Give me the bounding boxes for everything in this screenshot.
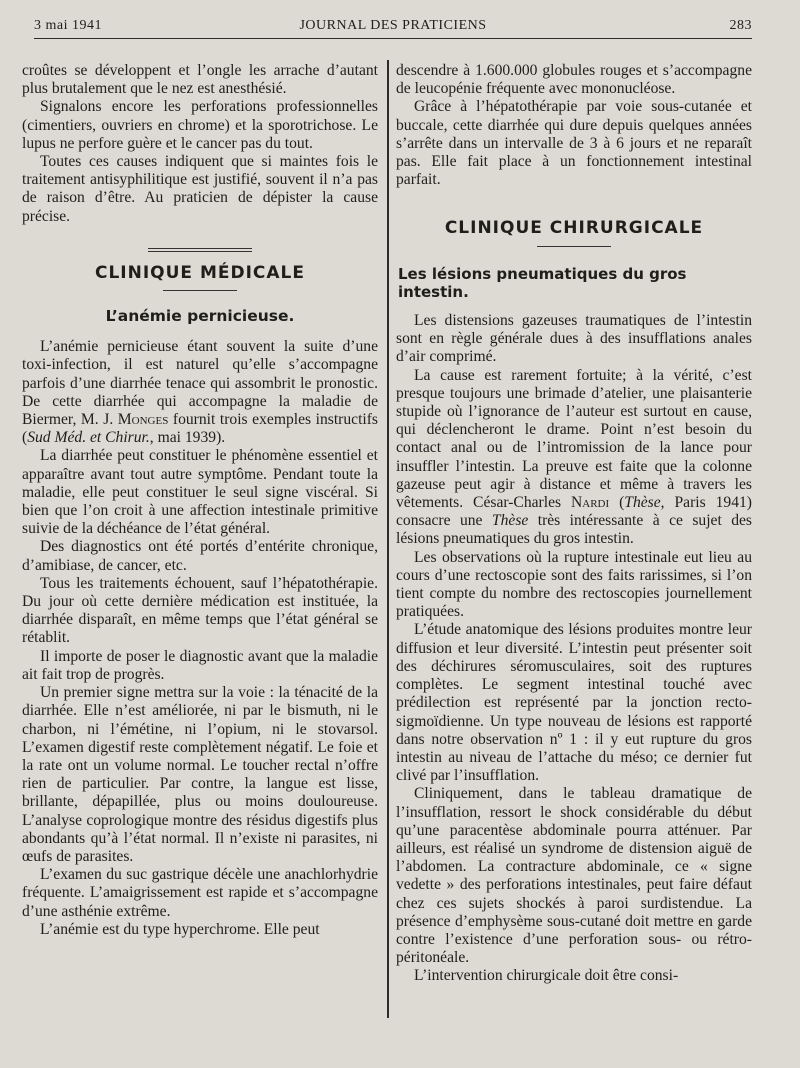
column-divider xyxy=(387,60,389,1018)
section-underline xyxy=(537,246,611,247)
paragraph: Signalons encore les perforations professionnelles (cimentiers, ouvriers en chrome) et la sporotrichose. Le lupus ne perfore guère et le cancer pas du tout. xyxy=(22,98,378,152)
article-title: L’anémie pernicieuse. xyxy=(105,307,295,326)
author-name: Monges xyxy=(117,411,169,429)
paragraph: L’anémie est du type hyperchrome. Elle peut xyxy=(40,920,320,938)
paragraph: Un premier signe mettra sur la voie : la ténacité de la diarrhée. Elle n’est améliorée, ni par le bismuth, ni le charbon, ni l’émétine, ni l’opium, ni le stovarsol. L’examen digestif reste complètement négatif. Le foie et la rate ont un volume normal. Le toucher rectal n’offre rien de particulier. Par contre, la langue est lisse, brillante, dépapillée, plus ou moins douloureuse. L’analyse coprologique montre des résidus digestifs plus abondants qu’à l’état normal. Il n’existe ni parasites, ni œufs de parasites. xyxy=(22,684,378,865)
paragraph: Tous les traitements échouent, sauf l’hépatothérapie. Du jour où cette dernière médication est instituée, la diarrhée disparaît, en même temps que l’état général se rétablit. xyxy=(22,574,378,647)
paragraph: croûtes se développent et l’ongle les arrache d’autant plus brutalement que le nez est anesthésié. xyxy=(22,62,378,98)
left-column xyxy=(22,62,378,939)
paragraph: Toutes ces causes indiquent que si maintes fois le traitement antisyphilitique est justifié, souvent il n’a pas de raison d’être. Au praticien de dépister la cause précise. xyxy=(22,153,378,225)
section-title: CLINIQUE MÉDICALE xyxy=(94,262,306,283)
paragraph: Grâce à l’hépatothérapie par voie sous-cutanée et buccale, cette diarrhée qui dure depuis quelques années s’arrête dans un intervalle de 3 à 6 jours et ne reparaît pas. Elle fait place à un fonctionnement intestinal parfait. xyxy=(396,98,752,189)
paragraph: Cliniquement, dans le tableau dramatique de l’insufflation, ressort le shock considérable du début qu’une paracentèse abdominale pourra atténuer. Par ailleurs, est réalisé un syndrome de distension aiguë de l’abdomen. La contracture abdominale, ce « signe vedette » des perforations intestinales, peut faire défaut chez ces sujets shockés à paroi surdistendue. La présence d’emphysème sous-cutané doit mettre en garde contre l’existence d’une perforation sous- ou rétro-péritonéale. xyxy=(396,785,752,967)
paragraph: Il importe de poser le diagnostic avant que la maladie ait fait trop de progrès. xyxy=(22,647,378,683)
these-word: Thèse xyxy=(624,494,661,512)
page-header xyxy=(34,14,752,39)
author-name: Nardi xyxy=(571,494,610,512)
right-column xyxy=(396,62,752,986)
paragraph: L’examen du suc gastrique décèle une anachlorhydrie fréquente. L’amaigrissement est rapide et s’accompagne d’une asthénie extrême. xyxy=(22,866,378,920)
paragraph: descendre à 1.600.000 globules rouges et s’accompagne de leucopénie fréquente avec mononucléose. xyxy=(396,62,752,98)
paragraph: Les distensions gazeuses traumatiques de l’intestin sont en règle générale dues à des insufflations anales d’air comprimé. xyxy=(396,312,752,366)
paragraph: L’intervention chirurgicale doit être consi- xyxy=(414,967,679,985)
issue-date: 3 mai 1941 xyxy=(34,18,102,33)
paragraph: Des diagnostics ont été portés d’entérite chronique, d’amibiase, de cancer, etc. xyxy=(22,538,378,574)
article-title: Les lésions pneumatiques du gros intestin. xyxy=(398,264,687,301)
section-rule xyxy=(148,248,252,252)
paragraph: La diarrhée peut constituer le phénomène essentiel et apparaître avant tout autre symptôme. Pendant toute la maladie, elle peut constituer le seul signe viscéral. Si bien que l’on croit à une affection intestinale primitive suivie de la déchéance de l’état général. xyxy=(22,447,378,538)
journal-title: JOURNAL DES PRATICIENS xyxy=(299,18,487,33)
paragraph: La cause est rarement fortuite; à la vérité, c’est presque toujours une brimade d’atelier, une plaisanterie stupide où l’ignorance de l’auteur est surtout en cause, qui déclencheront le drame. Point n’est besoin du contact anal ou de l’intromission de la lance pour insuffler l’intestin. La preuve est faite que la colonne gazeuse peut agir à distance et même à travers les vêtements. César-Charles Nardi (Thèse, Paris 1941) consacre une Thèse très intéressante à ce sujet des lésions pneumatiques du gros intestin. xyxy=(396,366,753,548)
paragraph: Les observations où la rupture intestinale eut lieu au cours d’une rectoscopie sont des faits rarissimes, si l’on tient compte du nombre des rectoscopies journellement pratiquées. xyxy=(396,548,752,621)
paragraph: L’anémie pernicieuse étant souvent la suite d’une toxi-infection, il est naturel qu’elle s’accompagne parfois d’une diarrhée tenace qui assombrit le pronostic. De cette diarrhée qui accompagne la maladie de Biermer, M. J. Monges fournit trois exemples instructifs (Sud Méd. et Chirur., mai 1939). xyxy=(22,338,378,447)
section-title: CLINIQUE CHIRURGICALE xyxy=(444,218,704,239)
source-citation: Sud Méd. et Chirur. xyxy=(27,429,150,447)
paragraph: L’étude anatomique des lésions produites montre leur diffusion et leur diversité. L’intestin peut présenter soit des déchirures séromusculaires, soit des ruptures complètes. Le segment intestinal touché avec prédilection est représenté par la jonction recto-sigmoïdienne. Un type nouveau de lésions est rapporté dans notre observation nº 1 : il y eut rupture du gros intestin au niveau de l’attache du méso; ce dernier fut clivé par l’insufflation. xyxy=(396,621,752,785)
section-underline xyxy=(163,290,237,291)
these-word: Thèse xyxy=(491,512,529,530)
page-number: 283 xyxy=(729,18,752,33)
